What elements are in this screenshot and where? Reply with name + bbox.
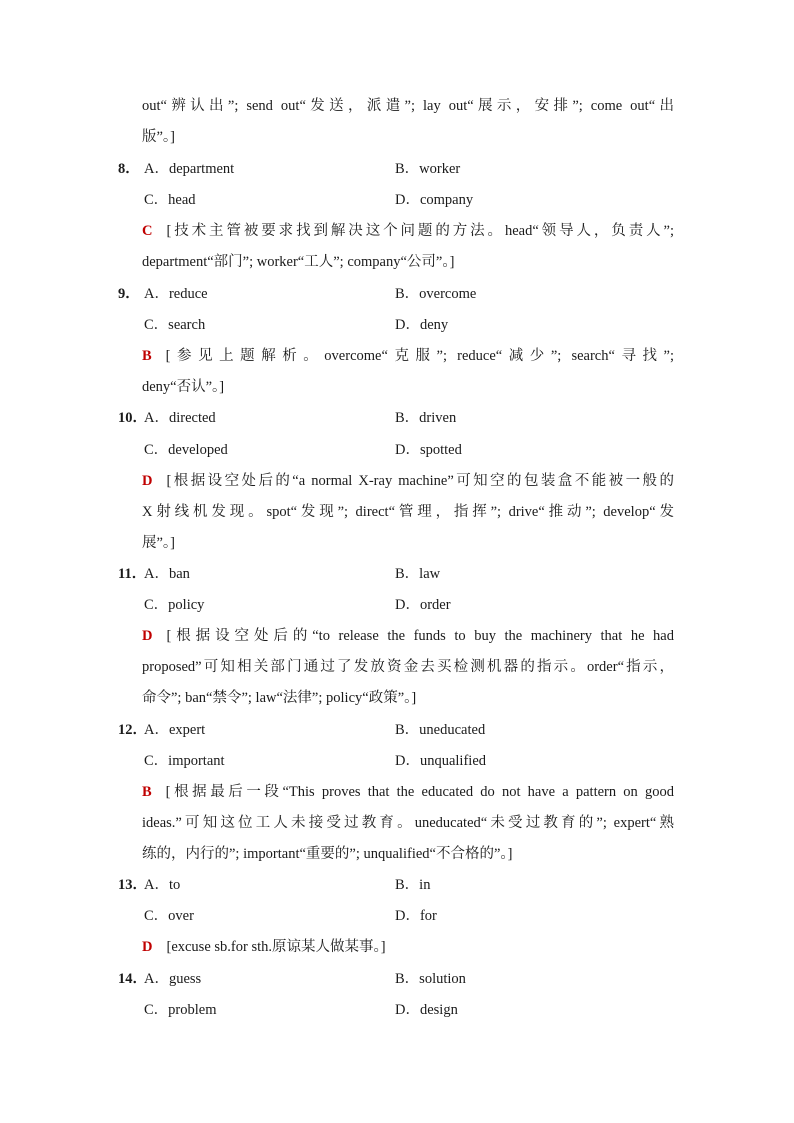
explanation-line: proposed”可知相关部门通过了发放资金去买检测机器的指示。order“指示， <box>142 659 674 675</box>
option-c: C．search <box>144 317 206 333</box>
option-d: D．for <box>395 908 437 924</box>
question-number: 14． <box>118 971 147 987</box>
answer-letter: D <box>142 939 153 955</box>
option-a: A．ban <box>144 566 190 582</box>
explanation-line: [根据设空处后的“to release the funds to buy the machinery that he had <box>166 628 674 644</box>
question-13-answer <box>142 937 674 957</box>
question-number: 8． <box>118 161 140 177</box>
option-d: D．unqualified <box>395 753 487 769</box>
explanation-line: [excuse sb.for sth.原谅某人做某事。] <box>166 939 386 955</box>
option-a: A．expert <box>144 722 206 738</box>
question-8-answer <box>142 221 674 241</box>
explanation-line: 练的，内行的”; important“重要的”; unqualified“不合格的”。] <box>142 846 513 862</box>
option-c: C．important <box>144 753 225 769</box>
option-d: D．order <box>395 597 451 613</box>
option-a: A．guess <box>144 971 202 987</box>
explanation-line: ideas.”可知这位工人未接受过教育。uneducated“未受过教育的”; expert“熟 <box>142 815 674 831</box>
question-number: 13． <box>118 877 147 893</box>
option-b: B．uneducated <box>395 722 486 738</box>
option-c: C．over <box>144 908 194 924</box>
option-b: B．worker <box>395 161 461 177</box>
question-number: 12． <box>118 722 147 738</box>
option-b: B．in <box>395 877 431 893</box>
explanation-line: department“部门”; worker“工人”; company“公司”。] <box>142 254 455 270</box>
explanation-line: [参见上题解析。overcome“克服”; reduce“减少”; search“寻找”; <box>165 348 674 364</box>
option-c: C．policy <box>144 597 205 613</box>
answer-letter: B <box>142 784 152 800</box>
option-a: A．department <box>144 161 235 177</box>
option-b: B．overcome <box>395 286 477 302</box>
explanation-line: [根据设空处后的“a normal X-ray machine”可知空的包装盒不能被一般的 <box>166 473 674 489</box>
question-11-answer <box>142 626 674 646</box>
answer-letter: D <box>142 473 153 489</box>
option-d: D．company <box>395 192 474 208</box>
explanation-line: [技术主管被要求找到解决这个问题的方法。head“领导人，负责人”; <box>166 223 674 239</box>
question-number: 11． <box>118 566 147 582</box>
option-c: C．head <box>144 192 196 208</box>
option-c: C．developed <box>144 442 228 458</box>
question-9-answer <box>142 346 674 366</box>
answer-letter: C <box>142 223 153 239</box>
option-d: D．design <box>395 1002 458 1018</box>
option-a: A．reduce <box>144 286 208 302</box>
answer-letter: B <box>142 348 152 364</box>
option-a: A．directed <box>144 410 216 426</box>
option-d: D．deny <box>395 317 449 333</box>
option-a: A．to <box>144 877 181 893</box>
option-b: B．driven <box>395 410 457 426</box>
explanation-line: 命令”; ban“禁令”; law“法律”; policy“政策”。] <box>142 690 417 706</box>
explanation-line: [根据最后一段“This proves that the educated do not have a pattern on good <box>165 784 674 800</box>
question-number: 10． <box>118 410 147 426</box>
explanation-line: X射线机发现。spot“发现”; direct“管理，指挥”; drive“推动”; develop“发 <box>142 504 674 520</box>
intro-line-1: out“辨认出”; send out“发送，派遣”; lay out“展示，安排”; come out“出 <box>142 98 674 114</box>
intro-line-2: 版”。] <box>142 129 176 145</box>
explanation-line: 展”。] <box>142 535 176 551</box>
question-number: 9． <box>118 286 140 302</box>
explanation-line: deny“否认”。] <box>142 379 225 395</box>
option-c: C．problem <box>144 1002 217 1018</box>
question-10-answer <box>142 471 674 491</box>
question-12-answer <box>142 782 674 802</box>
option-d: D．spotted <box>395 442 462 458</box>
option-b: B．solution <box>395 971 466 987</box>
answer-letter: D <box>142 628 153 644</box>
option-b: B．law <box>395 566 441 582</box>
